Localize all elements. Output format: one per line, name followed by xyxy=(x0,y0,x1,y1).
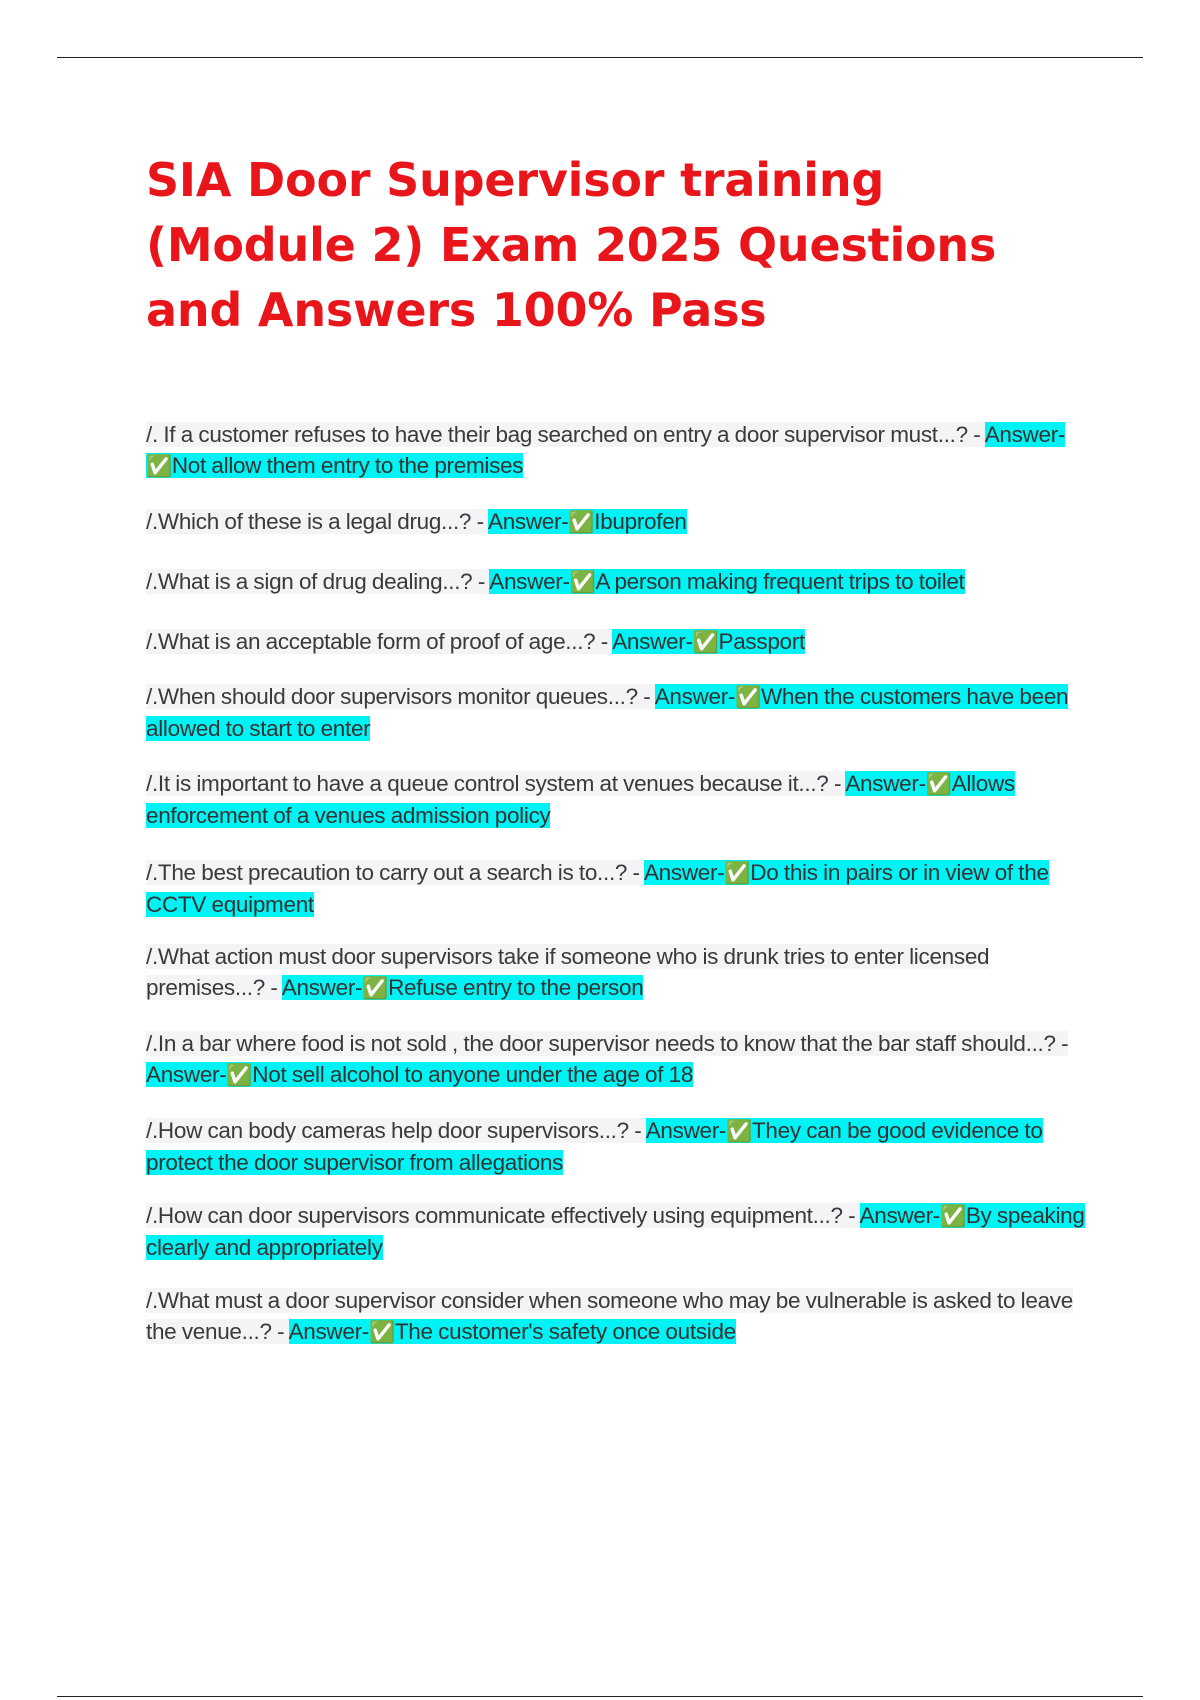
answer-text: A person making frequent trips to toilet xyxy=(595,569,965,594)
answer-text: Refuse entry to the person xyxy=(388,975,644,1000)
checkmark-icon: ✅ xyxy=(724,862,751,885)
answer-prefix: Answer- xyxy=(643,860,725,885)
answer-text: Passport xyxy=(718,629,805,654)
answer-prefix: Answer- xyxy=(984,422,1066,447)
question-text: /.The best precaution to carry out a search is to...? - xyxy=(146,860,644,885)
checkmark-icon: ✅ xyxy=(568,511,595,534)
qa-list xyxy=(146,419,1086,1348)
answer-prefix: Answer- xyxy=(859,1203,940,1228)
answer-text: Allows enforcement of a venues admission policy xyxy=(146,771,1015,828)
checkmark-icon: ✅ xyxy=(146,455,172,478)
answer-text: When the customers have been allowed to start to enter xyxy=(146,684,1069,741)
qa-item xyxy=(146,626,1086,658)
checkmark-icon: ✅ xyxy=(735,686,761,709)
qa-item xyxy=(146,681,1086,744)
answer-prefix: Answer- xyxy=(645,1118,727,1143)
answer-prefix: Answer- xyxy=(288,1319,369,1344)
qa-item xyxy=(146,1028,1086,1091)
qa-item xyxy=(146,1115,1086,1178)
answer-text: Ibuprofen xyxy=(594,509,687,534)
question-text: /.What is an acceptable form of proof of age...? - xyxy=(146,629,613,654)
answer-text: By speaking clearly and appropriately xyxy=(146,1203,1085,1260)
bottom-rule xyxy=(57,1696,1143,1697)
question-text: /. If a customer refuses to have their bag searched on entry a door supervisor must...? - xyxy=(146,422,985,447)
answer-prefix: Answer- xyxy=(654,684,736,709)
checkmark-icon: ✅ xyxy=(925,773,952,796)
question-text: /.It is important to have a queue control system at venues because it...? - xyxy=(146,771,846,796)
checkmark-icon: ✅ xyxy=(368,1321,395,1344)
answer-text: The customer's safety once outside xyxy=(394,1319,736,1344)
qa-item xyxy=(146,941,1086,1004)
qa-item xyxy=(146,1285,1086,1348)
qa-item xyxy=(146,419,1086,482)
answer-prefix: Answer- xyxy=(281,975,363,1000)
answer-text: Do this in pairs or in view of the CCTV equipment xyxy=(146,860,1049,917)
answer-prefix: Answer- xyxy=(146,1062,227,1087)
qa-item xyxy=(146,1200,1086,1263)
answer-text: Not allow them entry to the premises xyxy=(171,453,524,478)
answer-highlight xyxy=(488,509,687,534)
qa-item xyxy=(146,566,1086,598)
question-text: /.What must a door supervisor consider when someone who may be vulnerable is asked to leave the venue...? - xyxy=(146,1288,1073,1344)
answer-text: They can be good evidence to protect the door supervisor from allegations xyxy=(146,1118,1043,1175)
answer-prefix: Answer- xyxy=(845,771,926,796)
question-text: /.What is a sign of drug dealing...? - xyxy=(146,569,490,594)
checkmark-icon: ✅ xyxy=(692,631,719,654)
checkmark-icon: ✅ xyxy=(362,977,389,1000)
qa-item xyxy=(146,857,1086,920)
answer-highlight xyxy=(289,1319,736,1344)
answer-highlight xyxy=(489,569,964,594)
checkmark-icon: ✅ xyxy=(939,1205,966,1228)
qa-item xyxy=(146,768,1086,831)
question-text: /.In a bar where food is not sold , the door supervisor needs to know that the bar staff should...? - xyxy=(146,1031,1069,1056)
answer-highlight xyxy=(146,1062,693,1087)
answer-prefix: Answer- xyxy=(487,509,569,534)
answer-prefix: Answer- xyxy=(612,629,693,654)
question-text: /.What action must door supervisors take if someone who is drunk tries to enter licensed premises...? - xyxy=(146,944,990,1000)
question-text: /.How can body cameras help door supervisors...? - xyxy=(146,1118,646,1143)
answer-highlight xyxy=(282,975,644,1000)
top-rule xyxy=(57,57,1143,58)
checkmark-icon: ✅ xyxy=(569,571,596,594)
answer-prefix: Answer- xyxy=(489,569,570,594)
checkmark-icon: ✅ xyxy=(226,1064,253,1087)
checkmark-icon: ✅ xyxy=(726,1120,752,1143)
question-text: /.How can door supervisors communicate effectively using equipment...? - xyxy=(146,1203,860,1228)
answer-highlight xyxy=(612,629,805,654)
document-title: SIA Door Supervisor training (Module 2) Exam 2025 Questions and Answers 100% Pass xyxy=(146,153,997,337)
answer-text: Not sell alcohol to anyone under the age of 18 xyxy=(252,1062,694,1087)
question-text: /.When should door supervisors monitor queues...? - xyxy=(146,684,655,709)
qa-item xyxy=(146,506,1086,538)
question-text: /.Which of these is a legal drug...? - xyxy=(146,509,488,534)
